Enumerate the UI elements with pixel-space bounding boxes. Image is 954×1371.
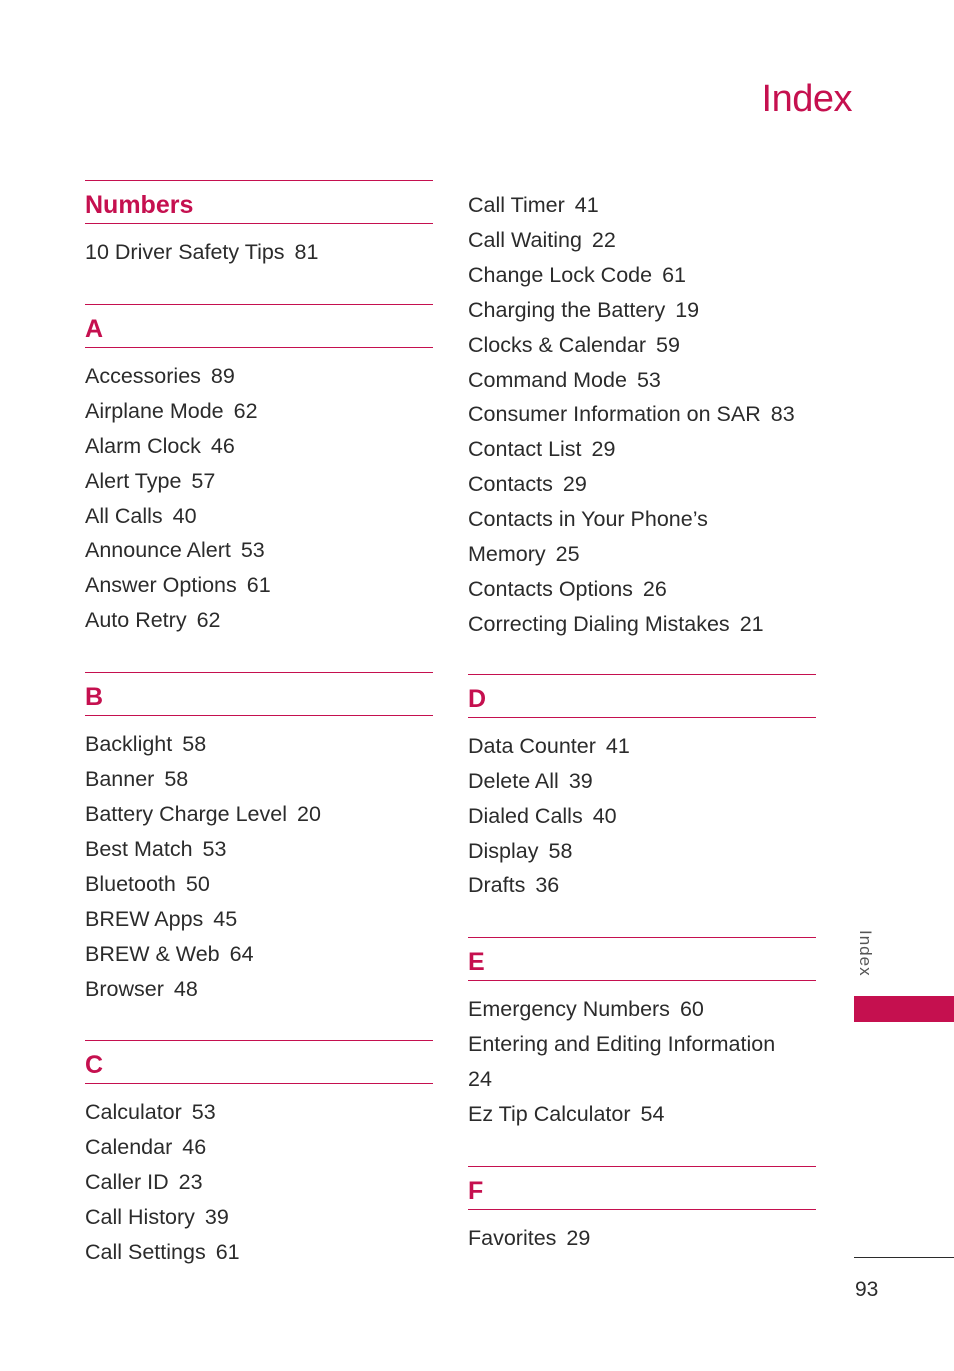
index-entry-term: Calculator (85, 1100, 182, 1125)
index-entry-page: 29 (562, 472, 587, 497)
index-entry (468, 432, 816, 467)
section-heading: A (85, 304, 433, 348)
side-tab-bar (854, 996, 954, 1022)
index-section-d (468, 674, 816, 904)
page-number: 93 (855, 1278, 879, 1301)
index-section-c-continued (468, 188, 816, 642)
index-entry-term: Banner (85, 767, 155, 792)
index-entry-page: 39 (204, 1205, 229, 1230)
index-entry-term: Favorites (468, 1225, 557, 1250)
index-entry (85, 1095, 433, 1130)
index-entry-term: Memory (468, 542, 546, 567)
index-entry (85, 972, 433, 1007)
index-entry-term: Charging the Battery (468, 297, 666, 322)
index-section-numbers (85, 180, 433, 270)
footer-rule (854, 1257, 954, 1258)
index-entry-page: 50 (185, 871, 210, 896)
index-entry (85, 394, 433, 429)
index-entry-term: Data Counter (468, 733, 596, 758)
left-column (85, 180, 433, 1304)
index-entry-page: 29 (566, 1225, 591, 1250)
index-entry (85, 727, 433, 762)
index-entry-page: 58 (182, 732, 207, 757)
index-entry (468, 502, 816, 537)
index-entry-term: Announce Alert (85, 538, 231, 563)
index-entry-term: BREW Apps (85, 906, 204, 931)
index-entry-term: Contact List (468, 437, 582, 462)
index-entry-term: Contacts Options (468, 576, 633, 601)
index-entry-page: 60 (679, 997, 704, 1022)
index-entry-term: Correcting Dialing Mistakes (468, 611, 730, 636)
page-title: Index (761, 78, 852, 120)
index-entry-term: Call Timer (468, 193, 565, 217)
index-entry-term: Consumer Information on SAR (468, 402, 761, 427)
index-entry (468, 1097, 816, 1132)
index-entry (85, 429, 433, 464)
index-entry (468, 834, 816, 869)
index-entry-term: Browser (85, 976, 164, 1001)
index-entry-term: 24 (468, 1067, 492, 1092)
index-entry (468, 1027, 816, 1062)
index-entry-term: Drafts (468, 873, 526, 898)
index-entry (85, 1165, 433, 1200)
index-entry-page: 21 (739, 611, 764, 636)
index-entry-term: Calendar (85, 1135, 173, 1160)
index-entry-term: Clocks & Calendar (468, 332, 647, 357)
index-section-a (85, 304, 433, 638)
index-entry-page: 41 (574, 193, 599, 217)
index-entry-page: 45 (213, 906, 238, 931)
index-entry-page: 36 (535, 873, 560, 898)
index-entry (468, 467, 816, 502)
index-entry-page: 48 (173, 976, 198, 1001)
index-entry (468, 258, 816, 293)
index-entry-page: 29 (591, 437, 616, 462)
index-section-b (85, 672, 433, 1006)
index-section-f (468, 1166, 816, 1256)
index-entry (85, 1200, 433, 1235)
index-entry-page: 61 (662, 262, 686, 287)
index-entry-page: 23 (178, 1170, 203, 1195)
index-entry-page: 53 (191, 1100, 216, 1125)
index-entry (468, 293, 816, 328)
index-entry-term: Ez Tip Calculator (468, 1102, 631, 1127)
index-entry-term: Call Settings (85, 1240, 206, 1265)
index-entry-page: 58 (164, 767, 189, 792)
index-entry-term: Delete All (468, 768, 559, 793)
index-entry-page: 39 (568, 768, 593, 793)
index-entry-term: Backlight (85, 732, 173, 757)
index-entry-term: Auto Retry (85, 608, 187, 633)
section-heading: B (85, 672, 433, 716)
index-entry-term: Emergency Numbers (468, 997, 670, 1022)
index-entry-page: 62 (196, 608, 221, 633)
index-entry-page: 81 (294, 240, 319, 264)
index-entry-page: 58 (548, 838, 573, 863)
index-entry-page: 41 (605, 733, 630, 758)
index-entry-term: Entering and Editing Information (468, 1032, 776, 1057)
index-entry-term: Call History (85, 1205, 195, 1230)
index-entry-page: 53 (240, 538, 265, 563)
index-entry-page: 89 (210, 363, 235, 388)
index-entry-page: 25 (555, 542, 580, 567)
index-entry-page: 62 (233, 398, 258, 423)
index-entry-term: Alert Type (85, 468, 182, 493)
index-entry-page: 46 (210, 433, 235, 458)
index-entry (85, 797, 433, 832)
section-heading: C (85, 1040, 433, 1084)
index-entry-page: 61 (246, 573, 271, 598)
index-section-e (468, 937, 816, 1132)
index-entry (468, 572, 816, 607)
index-entry-term: Contacts in Your Phone’s (468, 507, 708, 532)
index-entry (468, 729, 816, 764)
index-entry (85, 235, 433, 270)
section-heading: D (468, 674, 816, 718)
index-entry-term: Best Match (85, 836, 193, 861)
index-entry (85, 1235, 433, 1270)
index-entry-term: BREW & Web (85, 941, 220, 966)
index-section-c (85, 1040, 433, 1270)
index-entry (468, 799, 816, 834)
side-tab-label: Index (856, 930, 875, 977)
index-entry-page: 59 (656, 332, 680, 357)
index-entry (468, 188, 816, 223)
index-entry-page: 54 (640, 1102, 665, 1127)
index-entry (85, 533, 433, 568)
index-entry-page: 46 (182, 1135, 207, 1160)
index-entry-term: Airplane Mode (85, 398, 224, 423)
index-entry-term: Battery Charge Level (85, 801, 287, 826)
index-entry-term: 10 Driver Safety Tips (85, 240, 285, 264)
index-entry-term: Change Lock Code (468, 262, 653, 287)
index-entry-term: Answer Options (85, 573, 237, 598)
index-entry (85, 867, 433, 902)
index-entry-page: 57 (191, 468, 216, 493)
index-entry-page: 83 (770, 402, 795, 427)
section-heading: E (468, 937, 816, 981)
index-entry (468, 363, 816, 398)
section-heading: F (468, 1166, 816, 1210)
index-entry-term: Accessories (85, 363, 201, 388)
index-entry (468, 992, 816, 1027)
index-entry (468, 397, 816, 432)
index-entry-page: 53 (202, 836, 227, 861)
index-entry (468, 868, 816, 903)
index-entry-page: 64 (229, 941, 254, 966)
index-entry-term: Display (468, 838, 539, 863)
index-entry-term: Command Mode (468, 367, 627, 392)
index-entry (85, 902, 433, 937)
index-entry-term: Contacts (468, 472, 553, 497)
right-column (468, 188, 816, 1290)
index-entry-term: Dialed Calls (468, 803, 583, 828)
index-entry (85, 937, 433, 972)
index-entry (85, 832, 433, 867)
index-entry (85, 603, 433, 638)
index-entry-page: 26 (642, 576, 667, 601)
index-entry-page: 40 (172, 503, 197, 528)
index-entry (85, 499, 433, 534)
index-entry-page: 19 (675, 297, 700, 322)
index-entry-term: Alarm Clock (85, 433, 201, 458)
index-entry-page: 22 (591, 227, 616, 252)
index-entry-page: 40 (592, 803, 617, 828)
index-entry-term: All Calls (85, 503, 163, 528)
index-entry (85, 464, 433, 499)
index-entry-term: Caller ID (85, 1170, 169, 1195)
index-entry (468, 537, 816, 572)
index-entry (468, 328, 816, 363)
index-entry-page: 53 (636, 367, 661, 392)
index-entry (85, 1130, 433, 1165)
index-entry (468, 1221, 816, 1256)
index-entry (85, 762, 433, 797)
index-entry (468, 764, 816, 799)
index-entry (468, 1062, 816, 1097)
index-entry (468, 607, 816, 642)
index-entry (85, 359, 433, 394)
index-entry (468, 223, 816, 258)
index-entry-page: 61 (215, 1240, 240, 1265)
index-entry-term: Bluetooth (85, 871, 176, 896)
index-entry-term: Call Waiting (468, 227, 582, 252)
index-entry-page: 20 (296, 801, 321, 826)
index-entry (85, 568, 433, 603)
section-heading: Numbers (85, 180, 433, 224)
